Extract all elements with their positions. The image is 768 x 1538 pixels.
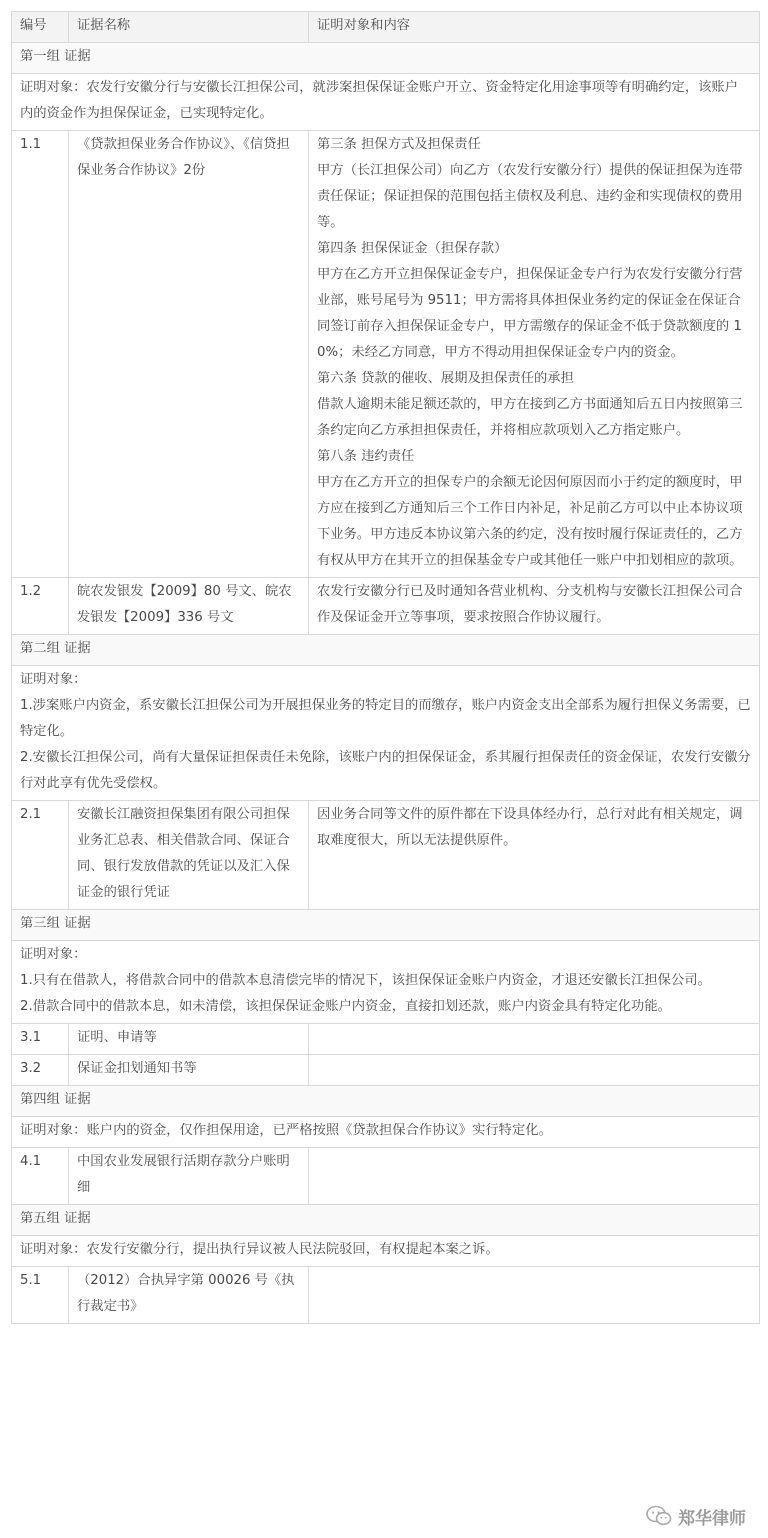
content-line: 农发行安徽分行已及时通知各营业机构、分支机构与安徽长江担保公司合作及保证金开立等事项，要求按照合作协议履行。 xyxy=(317,584,743,625)
wechat-icon xyxy=(646,1505,672,1527)
proof-object xyxy=(12,941,760,1024)
content-line: 因业务合同等文件的原件都在下设具体经办行，总行对此有相关规定，调取难度很大，所以无法提供原件。 xyxy=(317,807,743,848)
content-line: 第四条 担保保证金（担保存款） xyxy=(317,241,508,256)
evidence-number: 1.1 xyxy=(12,131,69,578)
table-row xyxy=(12,1024,760,1055)
proof-object-row xyxy=(12,666,760,801)
evidence-content xyxy=(309,1024,760,1055)
table-row xyxy=(12,578,760,635)
proof-object-row xyxy=(12,941,760,1024)
proof-object-line: 1.涉案账户内资金，系安徽长江担保公司为开展担保业务的特定目的而缴存，账户内资金支出全部系为履行担保义务需要，已特定化。 xyxy=(20,698,751,739)
header-proof-content: 证明对象和内容 xyxy=(309,12,760,43)
content-line: 第八条 违约责任 xyxy=(317,449,415,464)
evidence-content xyxy=(309,801,760,910)
evidence-number: 1.2 xyxy=(12,578,69,635)
evidence-number: 4.1 xyxy=(12,1148,69,1205)
content-line: 第三条 担保方式及担保责任 xyxy=(317,137,481,152)
group-title: 第二组 证据 xyxy=(12,635,760,666)
proof-object-line: 证明对象： xyxy=(20,947,87,962)
watermark-text: 郑华律师 xyxy=(678,1508,746,1529)
evidence-number: 5.1 xyxy=(12,1267,69,1324)
group-title-row xyxy=(12,43,760,74)
evidence-name: 《贷款担保业务合作协议》、《信贷担保业务合作协议》2份 xyxy=(69,131,309,578)
evidence-number: 2.1 xyxy=(12,801,69,910)
proof-object xyxy=(12,74,760,131)
proof-object-line: 证明对象：农发行安徽分行，提出执行异议被人民法院驳回，有权提起本案之诉。 xyxy=(20,1242,499,1257)
proof-object-line: 1.只有在借款人，将借款合同中的借款本息清偿完毕的情况下，该担保保证金账户内资金，才退还安徽长江担保公司。 xyxy=(20,973,711,988)
evidence-content xyxy=(309,131,760,578)
proof-object-line: 证明对象： xyxy=(20,672,87,687)
evidence-content xyxy=(309,578,760,635)
evidence-name: （2012）合执异字第 00026 号《执行裁定书》 xyxy=(69,1267,309,1324)
group-title: 第四组 证据 xyxy=(12,1086,760,1117)
table-row xyxy=(12,1055,760,1086)
evidence-number: 3.2 xyxy=(12,1055,69,1086)
table-row xyxy=(12,801,760,910)
proof-object-line: 证明对象：农发行安徽分行与安徽长江担保公司，就涉案担保保证金账户开立、资金特定化用途事项等有明确约定，该账户内的资金作为担保保证金，已实现特定化。 xyxy=(20,80,739,121)
table-row xyxy=(12,131,760,578)
proof-object xyxy=(12,666,760,801)
proof-object-row xyxy=(12,1236,760,1267)
content-line: 甲方（长江担保公司）向乙方（农发行安徽分行）提供的保证担保为连带责任保证；保证担保的范围包括主债权及利息、违约金和实现债权的费用等。 xyxy=(317,163,743,230)
header-number: 编号 xyxy=(12,12,69,43)
evidence-table xyxy=(11,11,760,1324)
group-title-row xyxy=(12,1205,760,1236)
watermark xyxy=(646,1504,746,1528)
evidence-name: 证明、申请等 xyxy=(69,1024,309,1055)
group-title: 第一组 证据 xyxy=(12,43,760,74)
proof-object xyxy=(12,1117,760,1148)
proof-object xyxy=(12,1236,760,1267)
proof-object-row xyxy=(12,1117,760,1148)
group-title: 第三组 证据 xyxy=(12,910,760,941)
content-line: 借款人逾期未能足额还款的，甲方在接到乙方书面通知后五日内按照第三条约定向乙方承担担保责任，并将相应款项划入乙方指定账户。 xyxy=(317,397,743,438)
group-title-row xyxy=(12,1086,760,1117)
header-evidence-name: 证据名称 xyxy=(69,12,309,43)
evidence-name: 安徽长江融资担保集团有限公司担保业务汇总表、相关借款合同、保证合同、银行发放借款的凭证以及汇入保证金的银行凭证 xyxy=(69,801,309,910)
evidence-content xyxy=(309,1148,760,1205)
content-line: 第六条 贷款的催收、展期及担保责任的承担 xyxy=(317,371,574,386)
content-line: 甲方在乙方开立担保保证金专户，担保保证金专户行为农发行安徽分行营业部，账号尾号为 9511；甲方需将具体担保业务约定的保证金在保证合同签订前存入担保保证金专户，甲方需缴存的保证金不低于贷款额度的 10%；未经乙方同意，甲方不得动用担保保证金专户内的资金。 xyxy=(317,267,743,360)
content-line: 甲方在乙方开立的担保专户的余额无论因何原因而小于约定的额度时，甲方应在接到乙方通知后三个工作日内补足，补足前乙方可以中止本协议项下业务。甲方违反本协议第六条的约定，没有按时履行保证责任的，乙方有权从甲方在其开立的担保基金专户或其他任一账户中扣划相应的款项。 xyxy=(317,475,743,568)
group-title: 第五组 证据 xyxy=(12,1205,760,1236)
table-row xyxy=(12,1267,760,1324)
evidence-content xyxy=(309,1055,760,1086)
table-header-row xyxy=(12,12,760,43)
proof-object-line: 2.借款合同中的借款本息，如未清偿，该担保保证金账户内资金，直接扣划还款，账户内资金具有特定化功能。 xyxy=(20,999,671,1014)
proof-object-line: 证明对象：账户内的资金，仅作担保用途，已严格按照《贷款担保合作协议》实行特定化。 xyxy=(20,1123,552,1138)
evidence-content xyxy=(309,1267,760,1324)
evidence-name: 保证金扣划通知书等 xyxy=(69,1055,309,1086)
evidence-name: 皖农发银发【2009】80 号文、皖农发银发【2009】336 号文 xyxy=(69,578,309,635)
group-title-row xyxy=(12,910,760,941)
evidence-number: 3.1 xyxy=(12,1024,69,1055)
proof-object-line: 2.安徽长江担保公司，尚有大量保证担保责任未免除，该账户内的担保保证金，系其履行担保责任的资金保证，农发行安徽分行对此享有优先受偿权。 xyxy=(20,750,751,791)
evidence-name: 中国农业发展银行活期存款分户账明细 xyxy=(69,1148,309,1205)
group-title-row xyxy=(12,635,760,666)
proof-object-row xyxy=(12,74,760,131)
table-row xyxy=(12,1148,760,1205)
